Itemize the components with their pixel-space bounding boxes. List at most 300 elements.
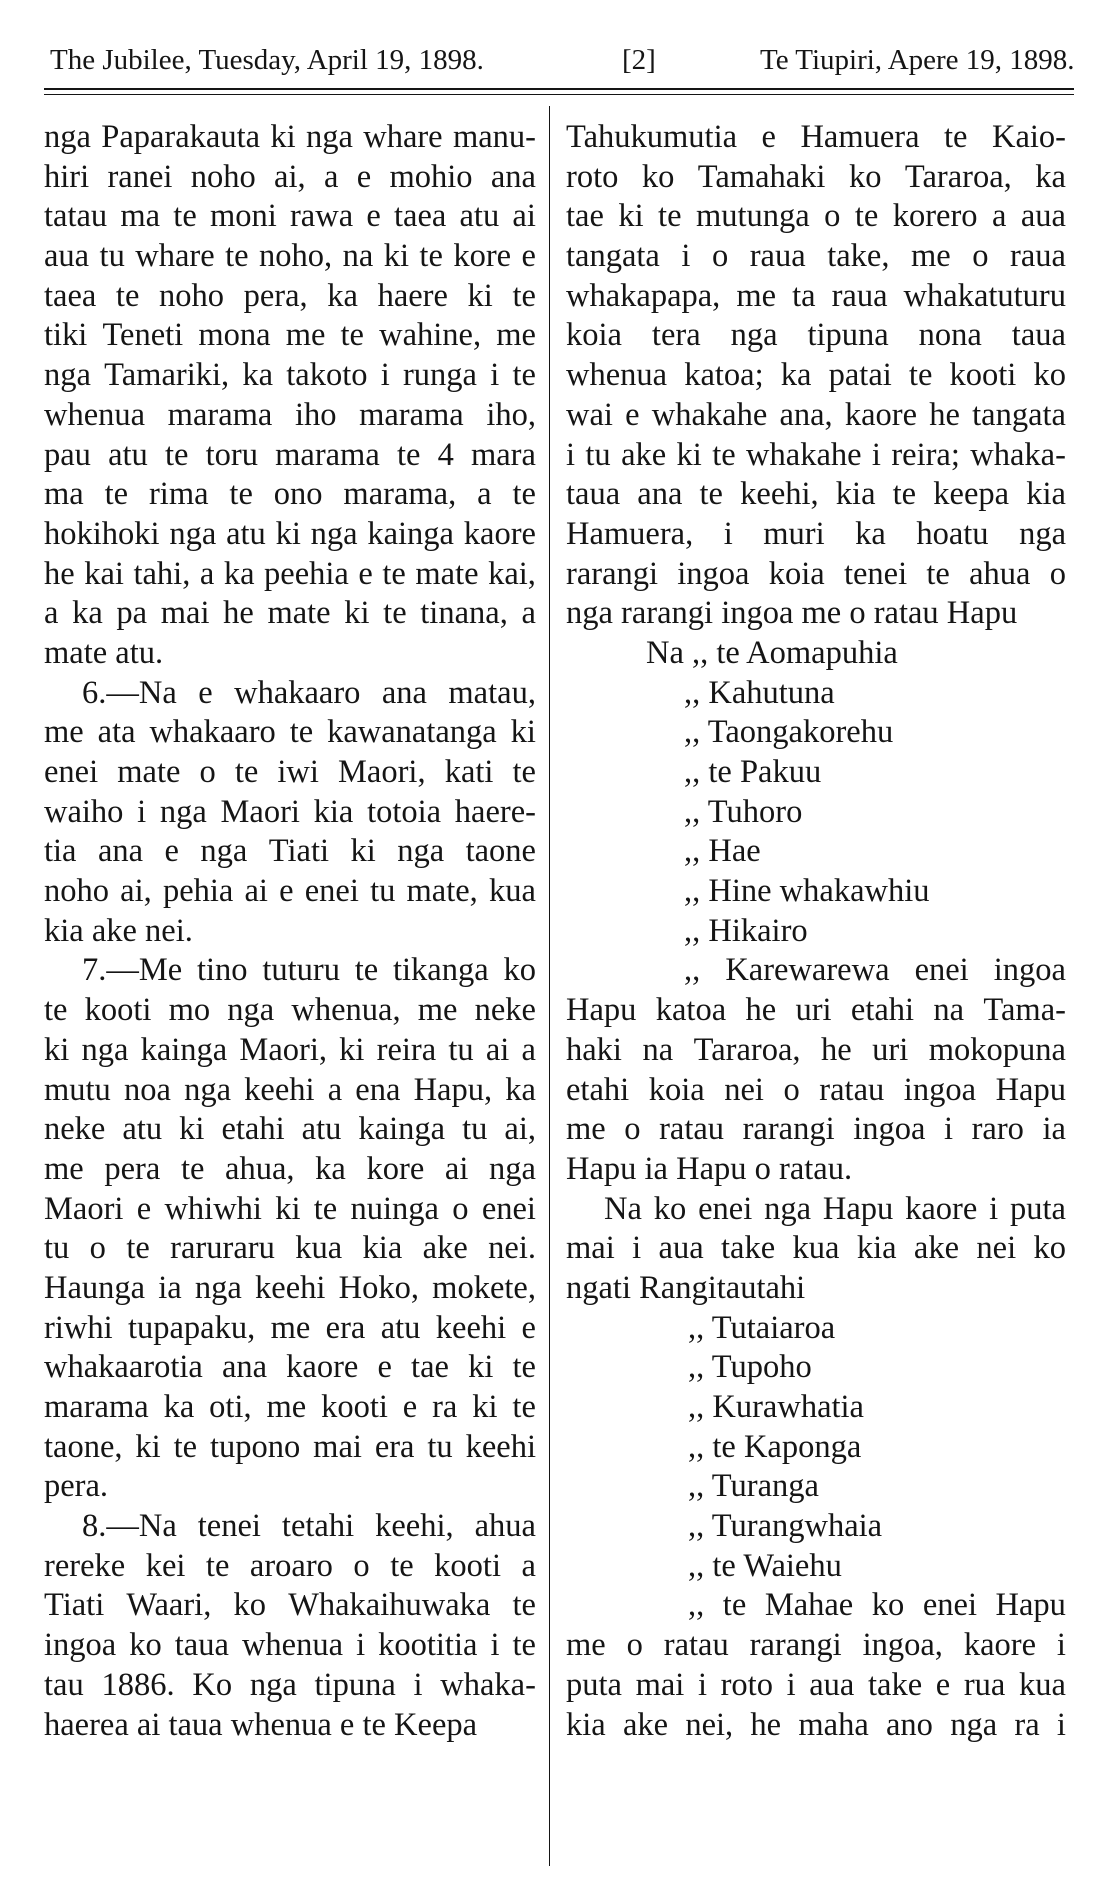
word: kooti (321, 1389, 388, 1425)
word: o (626, 1627, 643, 1664)
word: te (712, 436, 736, 473)
word: i (380, 357, 390, 394)
word: take, (827, 238, 890, 275)
word: tu (370, 873, 396, 910)
word: era (374, 1428, 415, 1465)
word: rarangi (566, 555, 659, 592)
word: reira; (891, 436, 960, 473)
word: te (396, 436, 421, 473)
word: ena (355, 1071, 401, 1108)
word: nei. (488, 1230, 536, 1267)
word: ono (273, 476, 323, 513)
text-line (44, 436, 536, 476)
word: te (354, 952, 379, 989)
text-line (44, 872, 536, 912)
header-left-dateline: The Jubilee, Tuesday, April 19, 1898. (50, 44, 484, 76)
word: nga (730, 317, 778, 354)
word: ata (97, 714, 136, 751)
text-line (44, 197, 536, 237)
word: ka (72, 595, 103, 632)
word: take (721, 1230, 776, 1267)
word: aua (1020, 198, 1066, 235)
text-line (566, 436, 1066, 476)
word: i (356, 1627, 366, 1664)
text-line (44, 713, 536, 753)
word: whakahe (651, 396, 768, 433)
word: tenei (843, 555, 908, 592)
word: wai (566, 396, 613, 433)
text-line (44, 1150, 536, 1190)
word: tuturu (262, 952, 340, 989)
word: puta (1010, 1190, 1066, 1227)
text-line (566, 1031, 1066, 1071)
word: etahi (566, 1071, 630, 1108)
word: aroaro (249, 1547, 333, 1584)
word: Ko (192, 1666, 233, 1703)
word: nga (1019, 515, 1066, 552)
word: takoto (286, 357, 368, 394)
word: tae (566, 198, 604, 235)
word: mara (470, 436, 536, 473)
word: keehi, (740, 476, 819, 513)
word: te (382, 555, 406, 592)
word: whakaarotia (44, 1349, 203, 1386)
word: i (681, 238, 691, 275)
word: me (266, 1389, 307, 1425)
word: pa (116, 595, 148, 632)
word: ,, (688, 1587, 705, 1624)
word: ka (163, 1389, 195, 1425)
word: kua (1018, 1666, 1066, 1703)
word: he (44, 555, 75, 592)
text-line (44, 793, 536, 833)
word: whakaaro (234, 674, 361, 711)
word: te (164, 436, 189, 473)
word: ratau (659, 1111, 725, 1148)
word: whenua (44, 396, 146, 433)
word: Na (604, 1190, 642, 1227)
word: ra (1014, 1706, 1040, 1743)
text-line (566, 1110, 1066, 1150)
word: oti, (209, 1389, 252, 1425)
word: kawanatanga (327, 714, 497, 751)
word: mohio (389, 158, 473, 195)
word: ake (913, 1230, 960, 1267)
word: peehia (264, 555, 349, 592)
word: ano (886, 1706, 933, 1743)
word: atu (122, 1111, 163, 1148)
word: e (521, 238, 536, 275)
word: o (1049, 555, 1066, 592)
word: nga (44, 119, 91, 155)
word: ki (618, 198, 644, 235)
word: te (512, 1587, 536, 1624)
word: Tiati (44, 1587, 105, 1624)
word: nga (169, 515, 217, 552)
word: te (512, 277, 536, 314)
word: mate (117, 754, 181, 790)
word: i (1056, 1706, 1066, 1743)
word: te (390, 1547, 414, 1584)
word: e (358, 555, 373, 592)
word: kati (444, 754, 494, 790)
text-line: pera. (44, 1468, 109, 1505)
word: marama (167, 396, 273, 433)
word: marama (275, 436, 380, 473)
text-line (566, 197, 1066, 237)
word: etahi (221, 1111, 285, 1148)
text-line (44, 1071, 536, 1111)
word: me (566, 1111, 606, 1148)
word: matau, (448, 674, 536, 711)
word: o (783, 1071, 800, 1108)
word: te (908, 357, 933, 394)
word: tino (196, 952, 248, 989)
word: whakaaro (149, 714, 276, 751)
word: he (745, 992, 777, 1029)
word: Teneti (102, 317, 184, 354)
word: a (477, 476, 492, 513)
word: kainga (358, 1111, 446, 1148)
word: kooti (84, 992, 152, 1029)
word: pau (44, 436, 91, 473)
text-line (566, 1229, 1066, 1269)
text-line (44, 158, 536, 198)
word: mate (267, 595, 331, 632)
word: neke (474, 992, 536, 1029)
word: keehi (435, 1309, 507, 1346)
word: tangata (972, 396, 1066, 433)
text-line (44, 832, 536, 872)
word: ko (1033, 1230, 1066, 1267)
word: tikanga (393, 952, 489, 989)
word: me (910, 238, 951, 275)
word: pera (104, 1150, 161, 1187)
word: patai (828, 357, 892, 394)
word: mutunga (695, 198, 810, 235)
word: ingoa (853, 1111, 926, 1148)
word: i (632, 1230, 642, 1267)
word: nona (918, 317, 982, 354)
word: te (512, 754, 536, 790)
word: te (205, 1547, 230, 1584)
word: 4 (437, 436, 454, 473)
word: Haunga (44, 1269, 146, 1306)
word: tenei (197, 1508, 261, 1545)
word: ma (120, 198, 161, 235)
text-line: ngati Rangitautahi (566, 1269, 806, 1306)
word: kai, (488, 555, 536, 592)
word: me (496, 317, 536, 354)
text-line (44, 515, 536, 555)
word: i (723, 515, 733, 552)
word: tangata (566, 238, 660, 275)
word: wahine, (379, 317, 482, 354)
word: taua (566, 476, 621, 513)
left-column (44, 118, 536, 1745)
word: i (137, 793, 147, 830)
text-line (566, 475, 1066, 515)
word: kua (295, 1230, 343, 1267)
word: Hamuera, (566, 515, 694, 552)
word: ai (244, 873, 268, 910)
word: mo (168, 992, 211, 1029)
word: e (164, 833, 179, 870)
word: ki (275, 515, 301, 552)
header-rule-top (44, 88, 1074, 90)
word: ko (871, 1587, 905, 1624)
text-line (44, 356, 536, 396)
word: whenua (566, 357, 668, 394)
word: atu (380, 1309, 421, 1346)
word: tae (411, 1349, 449, 1386)
word: atu (108, 436, 148, 473)
text-line (44, 475, 536, 515)
word: i (697, 1666, 707, 1703)
word: raro (971, 1111, 1024, 1148)
word: iho, (486, 396, 536, 433)
word: kaore (963, 1627, 1037, 1664)
word: kia (313, 793, 354, 830)
word: ranei (107, 158, 173, 195)
word: noho (44, 873, 109, 910)
word: ahua (474, 1508, 536, 1545)
text-line (44, 277, 536, 317)
word: ki (339, 1031, 365, 1068)
text-line (44, 1626, 536, 1666)
text-line (566, 1586, 1066, 1626)
word: tu (585, 436, 611, 473)
word: i (490, 1627, 500, 1664)
word: he (750, 1706, 782, 1743)
word: haere (377, 277, 448, 314)
word: pehia (162, 873, 234, 910)
word: nei (724, 1071, 764, 1108)
word: ahua, (225, 1150, 295, 1187)
word: Hapu, (413, 1071, 493, 1108)
word: kua (488, 873, 536, 910)
word: nga (194, 1269, 242, 1306)
word: tiki (44, 317, 88, 354)
word: ki (135, 1428, 161, 1465)
word: ana, (779, 396, 833, 433)
word: mate, (406, 873, 478, 910)
text-line (44, 1110, 536, 1150)
word: Maori (220, 793, 300, 830)
word: ka (223, 555, 255, 592)
text-line (566, 515, 1066, 555)
word: 1886. (101, 1666, 175, 1703)
word: whakapapa, (566, 277, 721, 314)
word: ana (637, 476, 683, 513)
word: keehi (244, 1071, 315, 1108)
word: enei (481, 1190, 536, 1227)
word: o (199, 754, 216, 790)
word: tera (651, 317, 701, 354)
word: nga (489, 1150, 536, 1187)
word: ake (622, 1706, 669, 1743)
text-line: ,, Kurawhatia (688, 1389, 864, 1425)
word: mokopuna (928, 1031, 1066, 1068)
word: noho (159, 277, 224, 314)
word: te (658, 198, 682, 235)
word: toru (205, 436, 258, 473)
text-line (44, 1547, 536, 1587)
word: me (44, 714, 84, 751)
word: te (419, 238, 443, 275)
word: uri (872, 1031, 909, 1068)
word: o (353, 1547, 370, 1584)
word: a (521, 1547, 536, 1584)
word: whiwhi (164, 1190, 262, 1227)
word: ko (1033, 357, 1066, 394)
word: ai, (120, 873, 152, 910)
word: e (356, 158, 372, 195)
text-line (44, 1428, 536, 1468)
word: kore (453, 238, 512, 275)
word: kia (1026, 476, 1066, 513)
word: taone (465, 833, 536, 870)
word: kia (362, 1230, 403, 1267)
word: Tamariki, (104, 357, 230, 394)
word: e (402, 1389, 418, 1425)
word: roto (720, 1666, 773, 1703)
word: whakahe (746, 436, 862, 473)
word: Whakaihuwaka (288, 1587, 491, 1624)
word: ingoa, (862, 1627, 943, 1664)
word: nga (764, 1190, 812, 1227)
word: te (512, 1389, 536, 1425)
word: etahi (850, 992, 915, 1029)
text-line: ,, te Kaponga (688, 1428, 862, 1465)
word: ko (641, 158, 675, 195)
word: iwi (277, 754, 319, 790)
text-line (44, 594, 536, 634)
word: taua (1011, 317, 1066, 354)
word: a (327, 1071, 343, 1108)
word: Tamahaki (697, 158, 826, 195)
text-line: ,, Taongakorehu (684, 714, 894, 751)
word: enei (922, 1587, 977, 1624)
text-line (566, 158, 1066, 198)
word: te (892, 476, 917, 513)
word: nga (159, 793, 207, 830)
word: ki (350, 833, 376, 870)
text-line (566, 277, 1066, 317)
text-line (566, 1071, 1066, 1111)
word: Tiati (268, 833, 330, 870)
text-line: ,, Hikairo (684, 912, 808, 949)
word: te (722, 1587, 747, 1624)
word: reira (376, 1031, 437, 1068)
text-line (44, 1348, 536, 1388)
word: tu (44, 1230, 70, 1267)
word: raua (1010, 238, 1066, 275)
word: te (234, 754, 259, 790)
page-header (0, 32, 1114, 82)
word: ratau (819, 1071, 885, 1108)
word: i (1056, 1627, 1066, 1664)
word: totoia (367, 793, 442, 830)
word: ko (503, 952, 536, 989)
text-line (566, 991, 1066, 1031)
word: nga (227, 992, 275, 1029)
word: Hoko, (338, 1269, 419, 1306)
word: noho (190, 158, 256, 195)
text-line: ,, Kahutuna (684, 674, 835, 711)
word: haere- (454, 793, 536, 830)
word: pera, (243, 277, 308, 314)
text-line (44, 674, 536, 714)
text-line (566, 356, 1066, 396)
word: ake (422, 1230, 468, 1267)
word: mate (415, 555, 479, 592)
word: te (115, 277, 140, 314)
text-line: Na ,, te Aomapuhia (646, 634, 898, 671)
word: atu (301, 1111, 342, 1148)
word: i (566, 436, 576, 473)
word: he (223, 595, 254, 632)
header-right-dateline: Te Tiupiri, Apere 19, 1898. (760, 44, 1075, 76)
text-line (44, 118, 536, 158)
word: aua (809, 1666, 855, 1703)
word: e (279, 873, 294, 910)
word: ratau (663, 1627, 729, 1664)
word: Hapu (566, 992, 637, 1029)
word: waiho (44, 793, 124, 830)
word: i (943, 1111, 954, 1148)
word: kaore (463, 515, 536, 552)
word: ,, (684, 952, 701, 989)
text-line (44, 1190, 536, 1230)
word: te (126, 1230, 150, 1267)
page-number: [2] (622, 44, 656, 76)
text-line (44, 753, 536, 793)
word: nga (310, 515, 358, 552)
word: koia (566, 317, 622, 354)
word: Tahukumutia (566, 119, 738, 155)
word: hokihoki (44, 515, 160, 552)
word: tahi, (133, 555, 191, 592)
word: na (342, 238, 374, 275)
word: e (761, 119, 776, 155)
word: me (270, 1309, 311, 1346)
word: te (944, 119, 968, 155)
word: mai (635, 1666, 685, 1703)
word: o (972, 238, 989, 275)
word: ana (97, 833, 144, 870)
word: mai (566, 1230, 615, 1267)
word: ingoa (993, 952, 1066, 989)
word: ki (468, 1349, 494, 1386)
word: te (104, 476, 129, 513)
word: i (989, 1190, 999, 1227)
word: e (377, 1349, 392, 1386)
word: ki (467, 277, 493, 314)
word: e (625, 396, 640, 433)
word: ko (233, 1587, 267, 1624)
text-line (566, 1190, 1066, 1230)
word: tipuna (314, 1666, 396, 1703)
word: nga (200, 833, 248, 870)
word: ka (327, 277, 358, 314)
word: tatau (44, 198, 108, 235)
text-line (566, 1666, 1066, 1706)
word: noho, (259, 238, 333, 275)
word: korero (892, 198, 978, 235)
word: o (711, 238, 729, 275)
word: rawa (289, 198, 354, 235)
